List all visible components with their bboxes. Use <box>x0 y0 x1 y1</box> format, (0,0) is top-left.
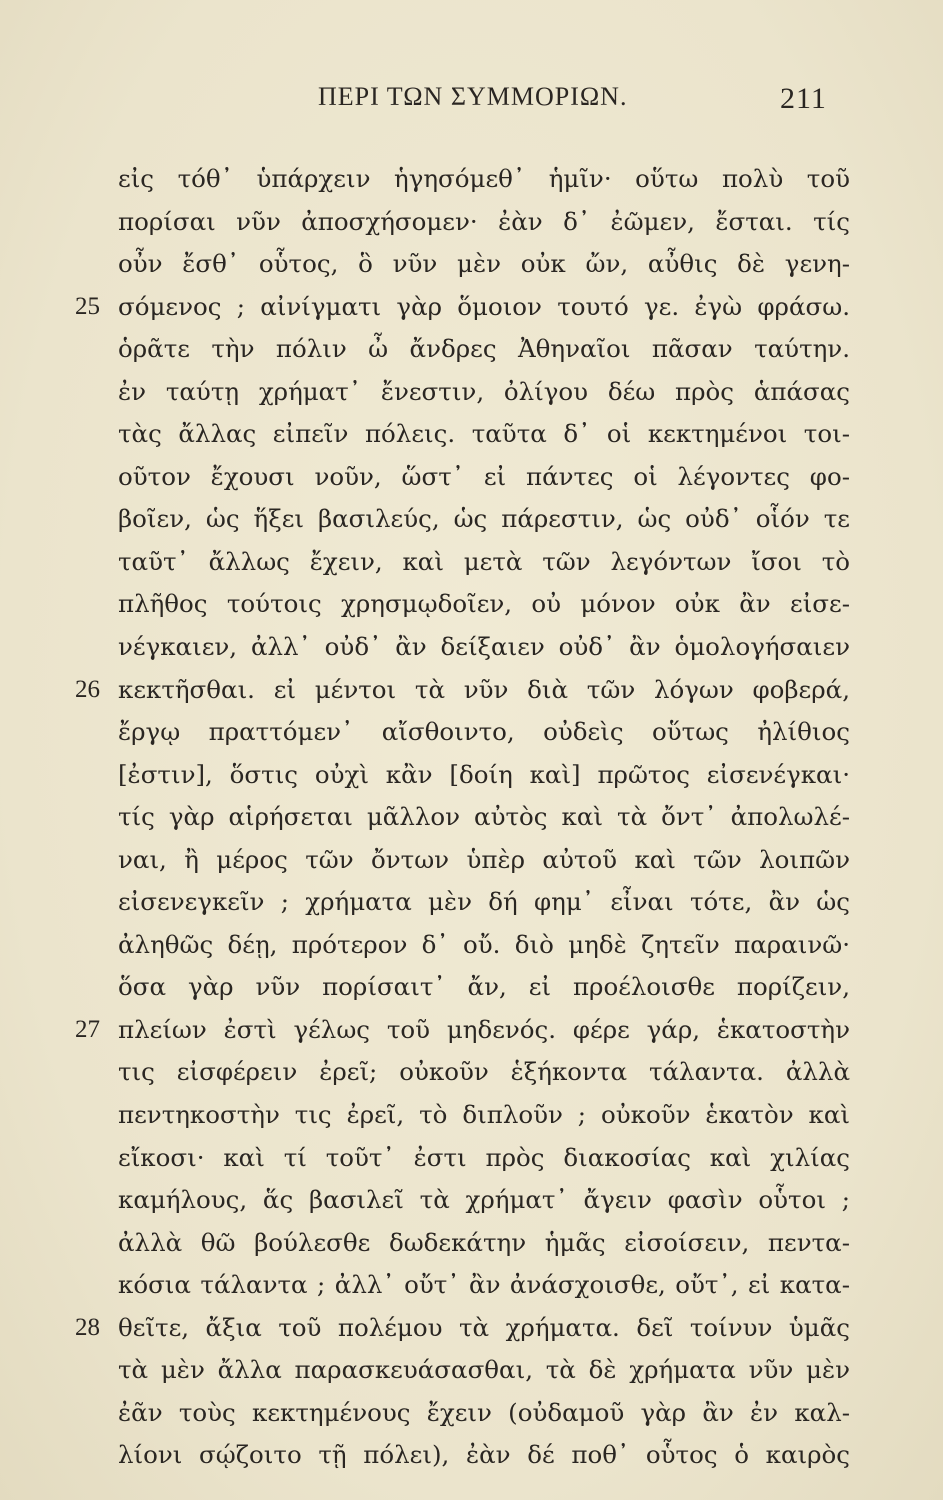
text-line <box>0 1434 943 1477</box>
line-text: ἐν ταύτῃ χρήματ᾽ ἔνεστιν, ὀλίγου δέω πρὸς ἁπάσας <box>118 376 850 406</box>
text-line <box>0 966 943 1009</box>
line-text: πορίσαι νῦν ἀποσχήσομεν· ἐὰν δ᾽ ἐῶμεν, ἔσται. τίς <box>118 206 850 236</box>
text-line <box>0 286 943 329</box>
line-text: ταῦτ᾽ ἄλλως ἔχειν, καὶ μετὰ τῶν λεγόντων ἴσοι τὸ <box>118 546 850 576</box>
text-line <box>0 1179 943 1222</box>
text-line <box>0 669 943 712</box>
text-line <box>0 1137 943 1180</box>
text-line <box>0 711 943 754</box>
text-line <box>0 1264 943 1307</box>
line-text: ἔργῳ πραττόμεν᾽ αἴσθοιντο, οὐδεὶς οὕτως ἠλίθιος <box>118 717 850 747</box>
line-text: οὖν ἔσθ᾽ οὗτος, ὃ νῦν μὲν οὐκ ὤν, αὖθις δὲ γενη- <box>118 249 850 279</box>
text-line <box>0 1349 943 1392</box>
line-number: 26 <box>75 675 100 703</box>
text-line <box>0 498 943 541</box>
line-text: ἀληθῶς δέῃ, πρότερον δ᾽ οὔ. διὸ μηδὲ ζητεῖν παραινῶ· <box>118 929 850 959</box>
text-line <box>0 626 943 669</box>
line-text: τὰ μὲν ἄλλα παρασκευάσασθαι, τὰ δὲ χρήματα νῦν μὲν <box>118 1355 850 1385</box>
line-text: καμήλους, ἅς βασιλεῖ τὰ χρήματ᾽ ἄγειν φασὶν οὗτοι ; <box>118 1185 850 1215</box>
text-line <box>0 839 943 882</box>
text-line <box>0 201 943 244</box>
line-text: κόσια τάλαντα ; ἀλλ᾽ οὔτ᾽ ἂν ἀνάσχοισθε, οὔτ᾽, εἰ κατα- <box>118 1270 850 1300</box>
line-text: νέγκαιεν, ἀλλ᾽ οὐδ᾽ ἂν δείξαιεν οὐδ᾽ ἂν ὁμολογήσαιεν <box>118 632 850 662</box>
line-text: εἴκοσι· καὶ τί τοῦτ᾽ ἐστι πρὸς διακοσίας καὶ χιλίας <box>118 1142 850 1172</box>
line-text: ὁρᾶτε τὴν πόλιν ὦ ἄνδρες Ἀθηναῖοι πᾶσαν ταύτην. <box>118 334 850 364</box>
text-line <box>0 754 943 797</box>
line-number: 27 <box>75 1015 100 1043</box>
line-text: κεκτῆσθαι. εἰ μέντοι τὰ νῦν διὰ τῶν λόγων φοβερά, <box>118 674 850 704</box>
text-block <box>0 158 943 1477</box>
line-text: τὰς ἄλλας εἰπεῖν πόλεις. ταῦτα δ᾽ οἱ κεκτημένοι τοι- <box>118 419 850 449</box>
line-text: [ἐστιν], ὅστις οὐχὶ κἂν [δοίη καὶ] πρῶτος εἰσενέγκαι· <box>118 759 850 789</box>
line-text: εἰς τόθ᾽ ὑπάρχειν ἡγησόμεθ᾽ ἡμῖν· οὕτω πολὺ τοῦ <box>118 164 850 193</box>
text-line <box>0 371 943 414</box>
page-header <box>0 82 943 122</box>
text-line <box>0 1009 943 1052</box>
line-text: τις εἰσφέρειν ἐρεῖ; οὐκοῦν ἑξήκοντα τάλαντα. ἀλλὰ <box>118 1057 850 1087</box>
text-line <box>0 1094 943 1137</box>
text-line <box>0 796 943 839</box>
text-line <box>0 1392 943 1435</box>
text-line <box>0 1222 943 1265</box>
line-text: ναι, ἢ μέρος τῶν ὄντων ὑπὲρ αὐτοῦ καὶ τῶν λοιπῶν <box>118 844 850 874</box>
text-line <box>0 328 943 371</box>
text-line <box>0 158 943 201</box>
line-number: 25 <box>75 292 100 320</box>
line-text: ὅσα γὰρ νῦν πορίσαιτ᾽ ἄν, εἰ προέλοισθε πορίζειν, <box>118 972 850 1002</box>
line-text: σόμενος ; αἰνίγματι γὰρ ὅμοιον τουτό γε. ἐγὼ φράσω. <box>118 291 850 321</box>
line-text: οῦτον ἔχουσι νοῦν, ὥστ᾽ εἰ πάντες οἱ λέγοντες φο- <box>118 461 850 491</box>
line-text: εἰσενεγκεῖν ; χρήματα μὲν δή φημ᾽ εἶναι τότε, ἂν ὡς <box>118 887 850 917</box>
line-text: ἐᾶν τοὺς κεκτημένους ἔχειν (οὐδαμοῦ γὰρ ἂν ἐν καλ- <box>118 1397 850 1427</box>
text-line <box>0 583 943 626</box>
text-line <box>0 924 943 967</box>
text-line <box>0 243 943 286</box>
line-text: βοῖεν, ὡς ἥξει βασιλεύς, ὡς πάρεστιν, ὡς οὐδ᾽ οἷόν τε <box>118 504 850 534</box>
line-text: λίονι σῴζοιτο τῇ πόλει), ἐὰν δέ ποθ᾽ οὗτος ὁ καιρὸς <box>118 1440 850 1470</box>
line-text: θεῖτε, ἄξια τοῦ πολέμου τὰ χρήματα. δεῖ τοίνυν ὑμᾶς <box>118 1312 850 1342</box>
text-line <box>0 541 943 584</box>
text-line <box>0 413 943 456</box>
line-text: πλῆθος τούτοις χρησμῳδοῖεν, οὐ μόνον οὐκ ἂν εἰσε- <box>118 589 850 619</box>
line-text: πλείων ἐστὶ γέλως τοῦ μηδενός. φέρε γάρ, ἑκατοστὴν <box>118 1014 850 1044</box>
text-line <box>0 881 943 924</box>
text-line <box>0 456 943 499</box>
line-text: τίς γὰρ αἱρήσεται μᾶλλον αὐτὸς καὶ τὰ ὄντ᾽ ἀπολωλέ- <box>118 802 850 832</box>
page-number: 211 <box>780 82 827 115</box>
line-number: 28 <box>75 1313 100 1341</box>
text-line <box>0 1051 943 1094</box>
line-text: πεντηκοστὴν τις ἐρεῖ, τὸ διπλοῦν ; οὐκοῦν ἑκατὸν καὶ <box>118 1100 850 1130</box>
text-line <box>0 1307 943 1350</box>
line-text: ἀλλὰ θῶ βούλεσθε δωδεκάτην ἡμᾶς εἰσοίσειν, πεντα- <box>118 1227 850 1257</box>
running-head: ΠΕΡΙ ΤΩΝ ΣΥΜΜΟΡΙΩΝ. <box>318 82 628 111</box>
